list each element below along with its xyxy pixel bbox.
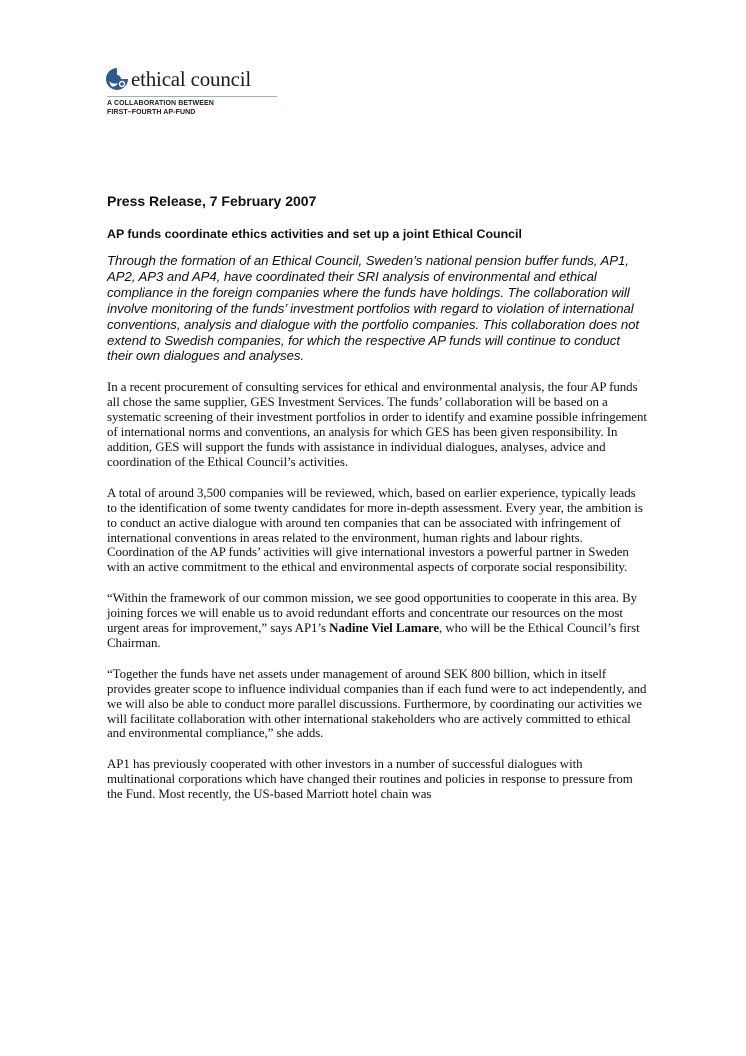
- logo-row: [105, 66, 280, 92]
- paragraph-review: A total of around 3,500 companies will be reviewed, which, based on earlier experience, typically leads to the identification of some twenty candidates for more in-depth assessment. Every year, the ambition is to conduct an active dialogue with around ten companies that can be associated with infringement of international conventions in areas related to the environment, human rights and labour rights. Coordination of the AP funds’ activities will give international investors a powerful partner in Sweden with an active commitment to the ethical and environmental aspects of corporate social responsibility.: [107, 485, 643, 575]
- logo-divider: [107, 96, 277, 97]
- paragraph-ap1-dialogues: AP1 has previously cooperated with other investors in a number of successful dialogues with multinational corporations which have changed their routines and policies in response to pressure from the Fund. Most recently, the US-based Marriott hotel chain was: [107, 757, 633, 802]
- press-release-body: [107, 192, 647, 802]
- logo-tagline-line-2: FIRST–FOURTH AP-FUND: [107, 108, 196, 116]
- logo-tagline-line-1: A COLLABORATION BETWEEN: [107, 100, 214, 107]
- chairman-name: Nadine Viel Lamare: [329, 621, 440, 636]
- paragraph-quote-chairman: [107, 591, 647, 651]
- press-release-title: Press Release, 7 February 2007: [107, 193, 317, 209]
- logo-tagline: [107, 100, 280, 117]
- footnote-mark: ´: [637, 380, 640, 389]
- logo-wordmark: ethical council: [131, 67, 252, 91]
- paragraph-procurement: [107, 380, 647, 469]
- ethical-council-logo: [105, 66, 280, 117]
- lead-paragraph: Through the formation of an Ethical Council, Sweden’s national pension buffer funds, AP1, AP2, AP3 and AP4, have coordinated their SRI analysis of environmental and ethical compliance in the foreign companies where the funds have holdings. The collaboration will involve monitoring of the funds’ investment portfolios with regard to violation of international conventions, analysis and dialogue with the portfolio companies. This collaboration does not extend to Swedish companies, for which the respective AP funds will continue to conduct their own dialogues and analyses.: [107, 253, 640, 364]
- paragraph-net-assets: “Together the funds have net assets under management of around SEK 800 billion, which in itself provides greater scope to influence individual companies than if each fund were to act independently, and we will also be able to conduct more parallel discussions. Furthermore, by coordinating our activities we will facilitate collaboration with other international stakeholders who are actively committed to ethical and environmental compliance,” she adds.: [107, 666, 647, 741]
- quote-attribution: , who will be the Ethical Council’s first Chairman.: [107, 621, 640, 650]
- paragraph-procurement-part-1: In a recent procurement of consulting services for ethical and environmental analysis, the four AP funds: [107, 380, 638, 395]
- press-release-headline: AP funds coordinate ethics activities and set up a joint Ethical Council: [107, 227, 522, 241]
- ethical-council-globe-icon: [105, 67, 129, 91]
- quote-text: “Within the framework of our common mission, we see good opportunities to cooperate in this area. By joining forces we will enable us to avoid redundant efforts and concentrate our resources on the most urgent areas for improvement,” says AP1’s: [107, 591, 638, 636]
- paragraph-procurement-part-2: all chose the same supplier, GES Investment Services. The funds’ collaboration will be based on a systematic screening of their investment portfolios in order to identify and examine possible infringement of international norms and conventions, an analysis for which GES has been given responsibility. In addition, GES will support the funds with assistance in individual dialogues, analyses, advice and coordination of the Ethical Council’s activities.: [107, 395, 647, 469]
